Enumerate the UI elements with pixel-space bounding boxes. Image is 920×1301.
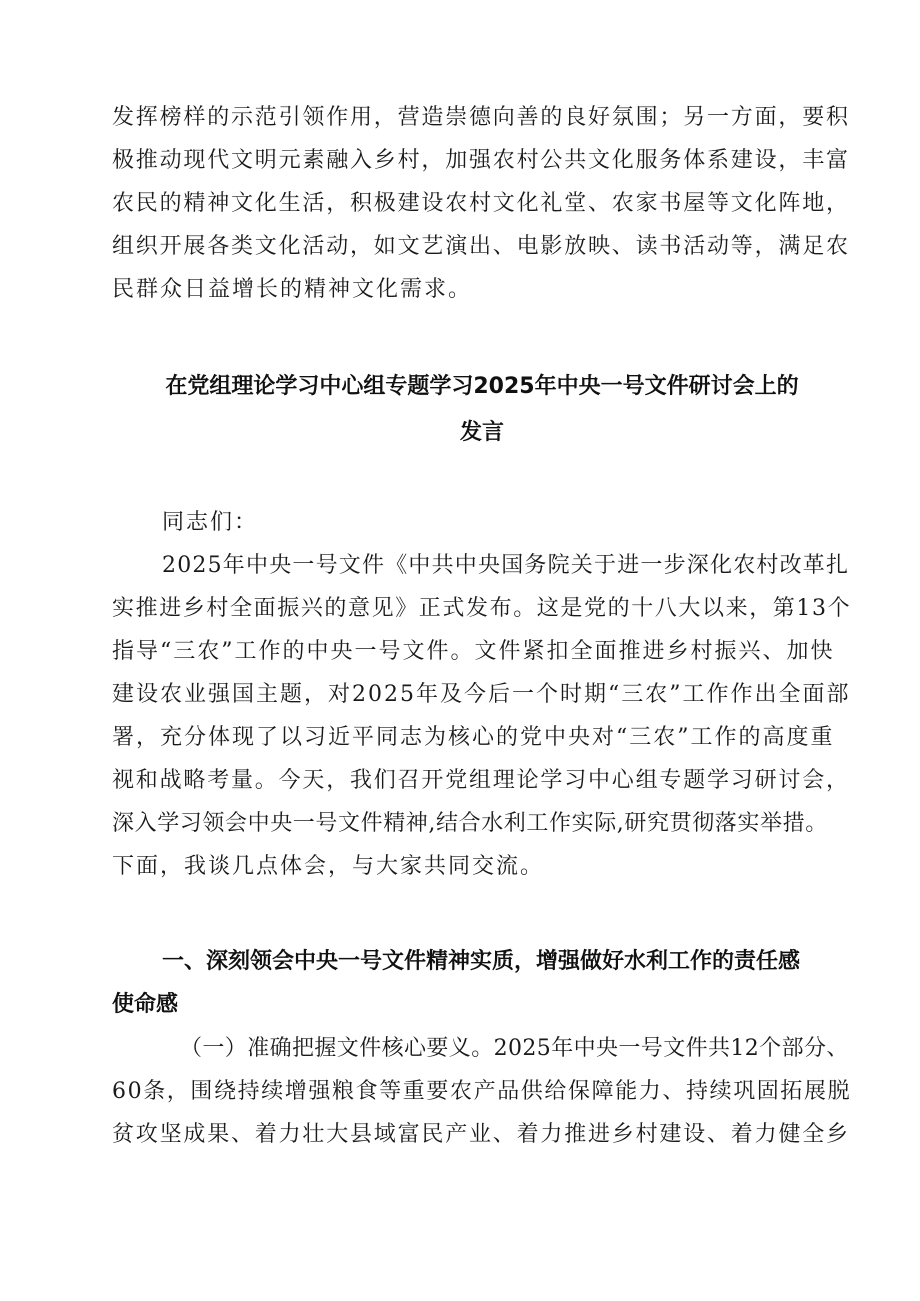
article-title-line-2: 发言 — [459, 420, 504, 445]
section-heading-line-1: 一、深刻领会中央一号文件精神实质，增强做好水利工作的责任感 — [162, 949, 801, 974]
salutation: 同志们： — [162, 510, 259, 535]
body-text-line: 民群众日益增长的精神文化需求。 — [112, 277, 473, 302]
body-text-line: 组织开展各类文化活动，如文艺演出、电影放映、读书活动等，满足农 — [112, 234, 850, 259]
section-paragraph-line: 贫攻坚成果、着力壮大县域富民产业、着力推进乡村建设、着力健全乡 — [112, 1122, 850, 1147]
intro-paragraph-line: 深入学习领会中央一号文件精神,结合水利工作实际,研究贯彻落实举措。 — [112, 811, 828, 836]
intro-paragraph-line: 2025年中央一号文件《中共中央国务院关于进一步深化农村改革扎 — [162, 553, 850, 578]
intro-paragraph-line: 建设农业强国主题，对2025年及今后一个时期“三农”工作作出全面部 — [112, 682, 851, 707]
intro-paragraph-line: 视和战略考量。今天，我们召开党组理论学习中心组专题学习研讨会， — [112, 768, 850, 793]
article-title-line-1: 在党组理论学习中心组专题学习2025年中央一号文件研讨会上的 — [165, 374, 799, 399]
section-paragraph-line: 60条，围绕持续增强粮食等重要农产品供给保障能力、持续巩固拓展脱 — [112, 1079, 852, 1104]
intro-paragraph-line: 下面，我谈几点体会，与大家共同交流。 — [112, 854, 545, 879]
section-heading-line-2: 使命感 — [112, 992, 179, 1017]
section-paragraph-line: （一）准确把握文件核心要义。2025年中央一号文件共12个部分、 — [180, 1036, 849, 1061]
intro-paragraph-line: 指导“三农”工作的中央一号文件。文件紧扣全面推进乡村振兴、加快 — [112, 639, 835, 664]
intro-paragraph-line: 实推进乡村全面振兴的意见》正式发布。这是党的十八大以来，第13个 — [112, 596, 852, 621]
intro-paragraph-line: 署，充分体现了以习近平同志为核心的党中央对“三农”工作的高度重 — [112, 725, 835, 750]
body-text-line: 发挥榜样的示范引领作用，营造崇德向善的良好氛围；另一方面，要积 — [112, 105, 850, 130]
body-text-line: 农民的精神文化生活，积极建设农村文化礼堂、农家书屋等文化阵地， — [112, 191, 850, 216]
body-text-line: 极推动现代文明元素融入乡村，加强农村公共文化服务体系建设，丰富 — [112, 148, 850, 173]
